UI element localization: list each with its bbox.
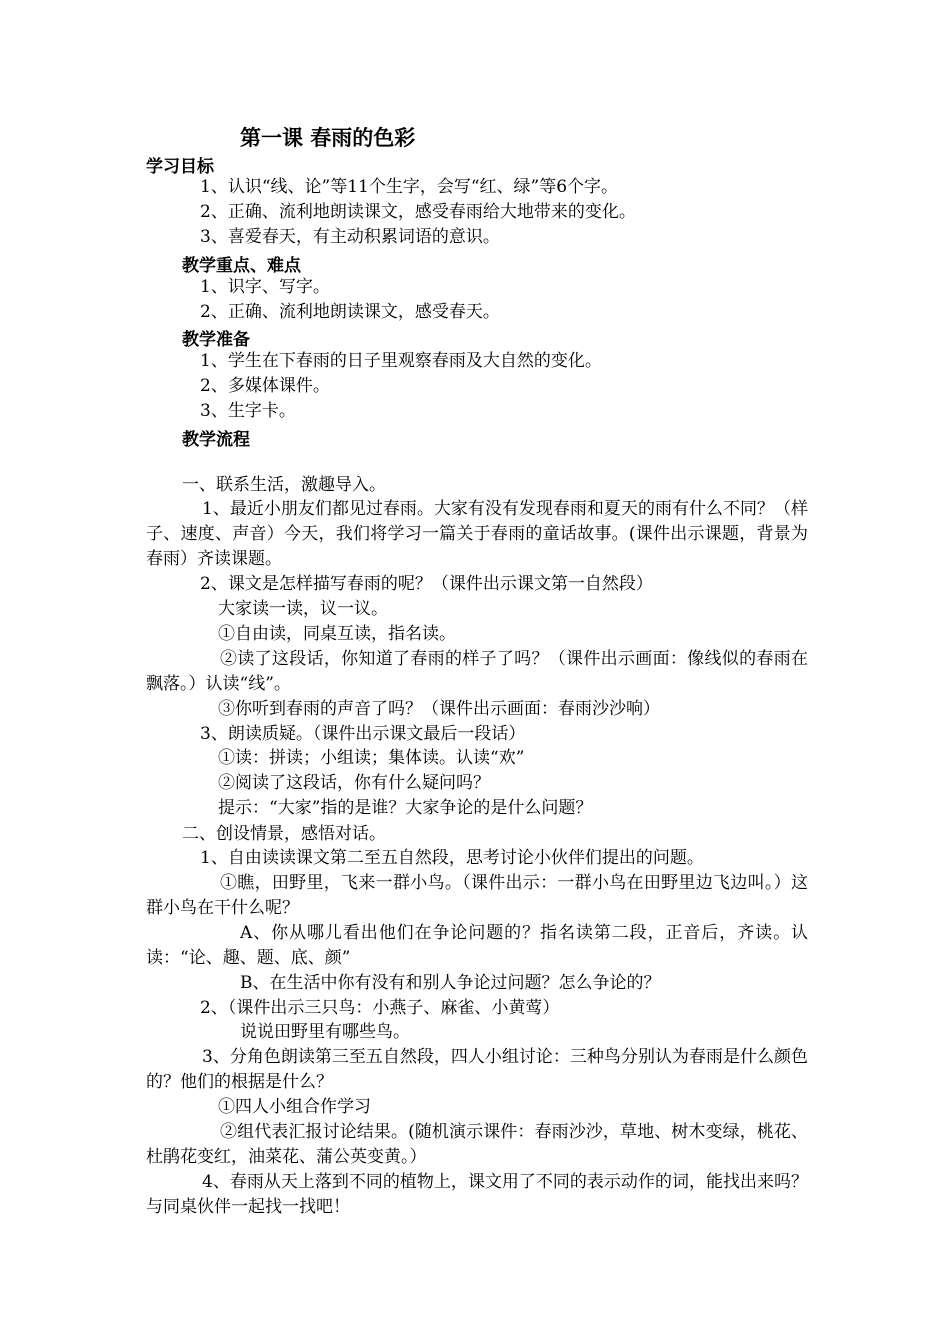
heading-keypoints: 教学重点、难点 — [182, 256, 301, 276]
section-heading: 一、联系生活，激趣导入。 — [182, 475, 386, 495]
paragraph: ②读了这段话，你知道了春雨的样子了吗？（课件出示画面：像线似的春雨在飘落。）认读“线”。 — [146, 649, 808, 694]
paragraph: B、在生活中你有没有和别人争论过问题？怎么争论的？ — [240, 973, 661, 993]
goal-item: 1、认识“线、论”等11个生字，会写“红、绿”等6个字。 — [200, 177, 619, 197]
paragraph: 提示：“大家”指的是谁？大家争论的是什么问题？ — [218, 798, 593, 818]
paragraph: 说说田野里有哪些鸟。 — [240, 1022, 410, 1042]
paragraph: 3、分角色朗读第三至五自然段，四人小组讨论：三种鸟分别认为春雨是什么颜色的？他们的根据是什么？ — [146, 1047, 808, 1092]
paragraph: ①四人小组合作学习 — [218, 1097, 371, 1117]
paragraph: ②阅读了这段话，你有什么疑问吗？ — [218, 773, 490, 793]
prep-item: 1、学生在下春雨的日子里观察春雨及大自然的变化。 — [200, 351, 602, 371]
heading-process: 教学流程 — [182, 430, 250, 450]
paragraph: A、你从哪儿看出他们在争论问题的？指名读第二段，正音后，齐读。认读：“论、趣、题、底、颜” — [146, 923, 808, 968]
heading-prep: 教学准备 — [182, 330, 250, 350]
keypoint-item: 1、识字、写字。 — [200, 277, 330, 297]
paragraph: 3、朗读质疑。（课件出示课文最后一段话） — [200, 724, 526, 744]
goal-item: 3、喜爱春天，有主动积累词语的意识。 — [200, 227, 500, 247]
paragraph: ②组代表汇报讨论结果。(随机演示课件：春雨沙沙，草地、树木变绿，桃花、杜鹃花变红，油菜花、蒲公英变黄。） — [146, 1122, 808, 1167]
paragraph: ①自由读，同桌互读，指名读。 — [218, 624, 456, 644]
heading-goals: 学习目标 — [146, 157, 214, 177]
paragraph: 2、（课件出示三只鸟：小燕子、麻雀、小黄莺） — [200, 998, 560, 1018]
paragraph: ①瞧，田野里，飞来一群小鸟。（课件出示：一群小鸟在田野里边飞边叫。）这群小鸟在干什么呢？ — [146, 873, 808, 918]
page-title: 第一课 春雨的色彩 — [240, 126, 416, 150]
paragraph: ①读：拼读；小组读；集体读。认读“欢” — [218, 748, 525, 768]
prep-item: 2、多媒体课件。 — [200, 376, 330, 396]
paragraph: 2、课文是怎样描写春雨的呢？（课件出示课文第一自然段） — [200, 574, 653, 594]
keypoint-item: 2、正确、流利地朗读课文，感受春天。 — [200, 302, 500, 322]
prep-item: 3、生字卡。 — [200, 401, 296, 421]
paragraph: 4、春雨从天上落到不同的植物上，课文用了不同的表示动作的词，能找出来吗？与同桌伙伴一起找一找吧！ — [146, 1172, 808, 1217]
paragraph: 1、最近小朋友们都见过春雨。大家有没有发现春雨和夏天的雨有什么不同？（样子、速度、声音）今天，我们将学习一篇关于春雨的童话故事。(课件出示课题，背景为春雨）齐读课题。 — [146, 499, 808, 569]
section-heading: 二、创设情景，感悟对话。 — [182, 824, 386, 844]
paragraph: 1、自由读读课文第二至五自然段，思考讨论小伙伴们提出的问题。 — [200, 848, 704, 868]
goal-item: 2、正确、流利地朗读课文，感受春雨给大地带来的变化。 — [200, 202, 636, 222]
paragraph: 大家读一读，议一议。 — [218, 599, 388, 619]
paragraph: ③你听到春雨的声音了吗？（课件出示画面：春雨沙沙响） — [218, 699, 660, 719]
